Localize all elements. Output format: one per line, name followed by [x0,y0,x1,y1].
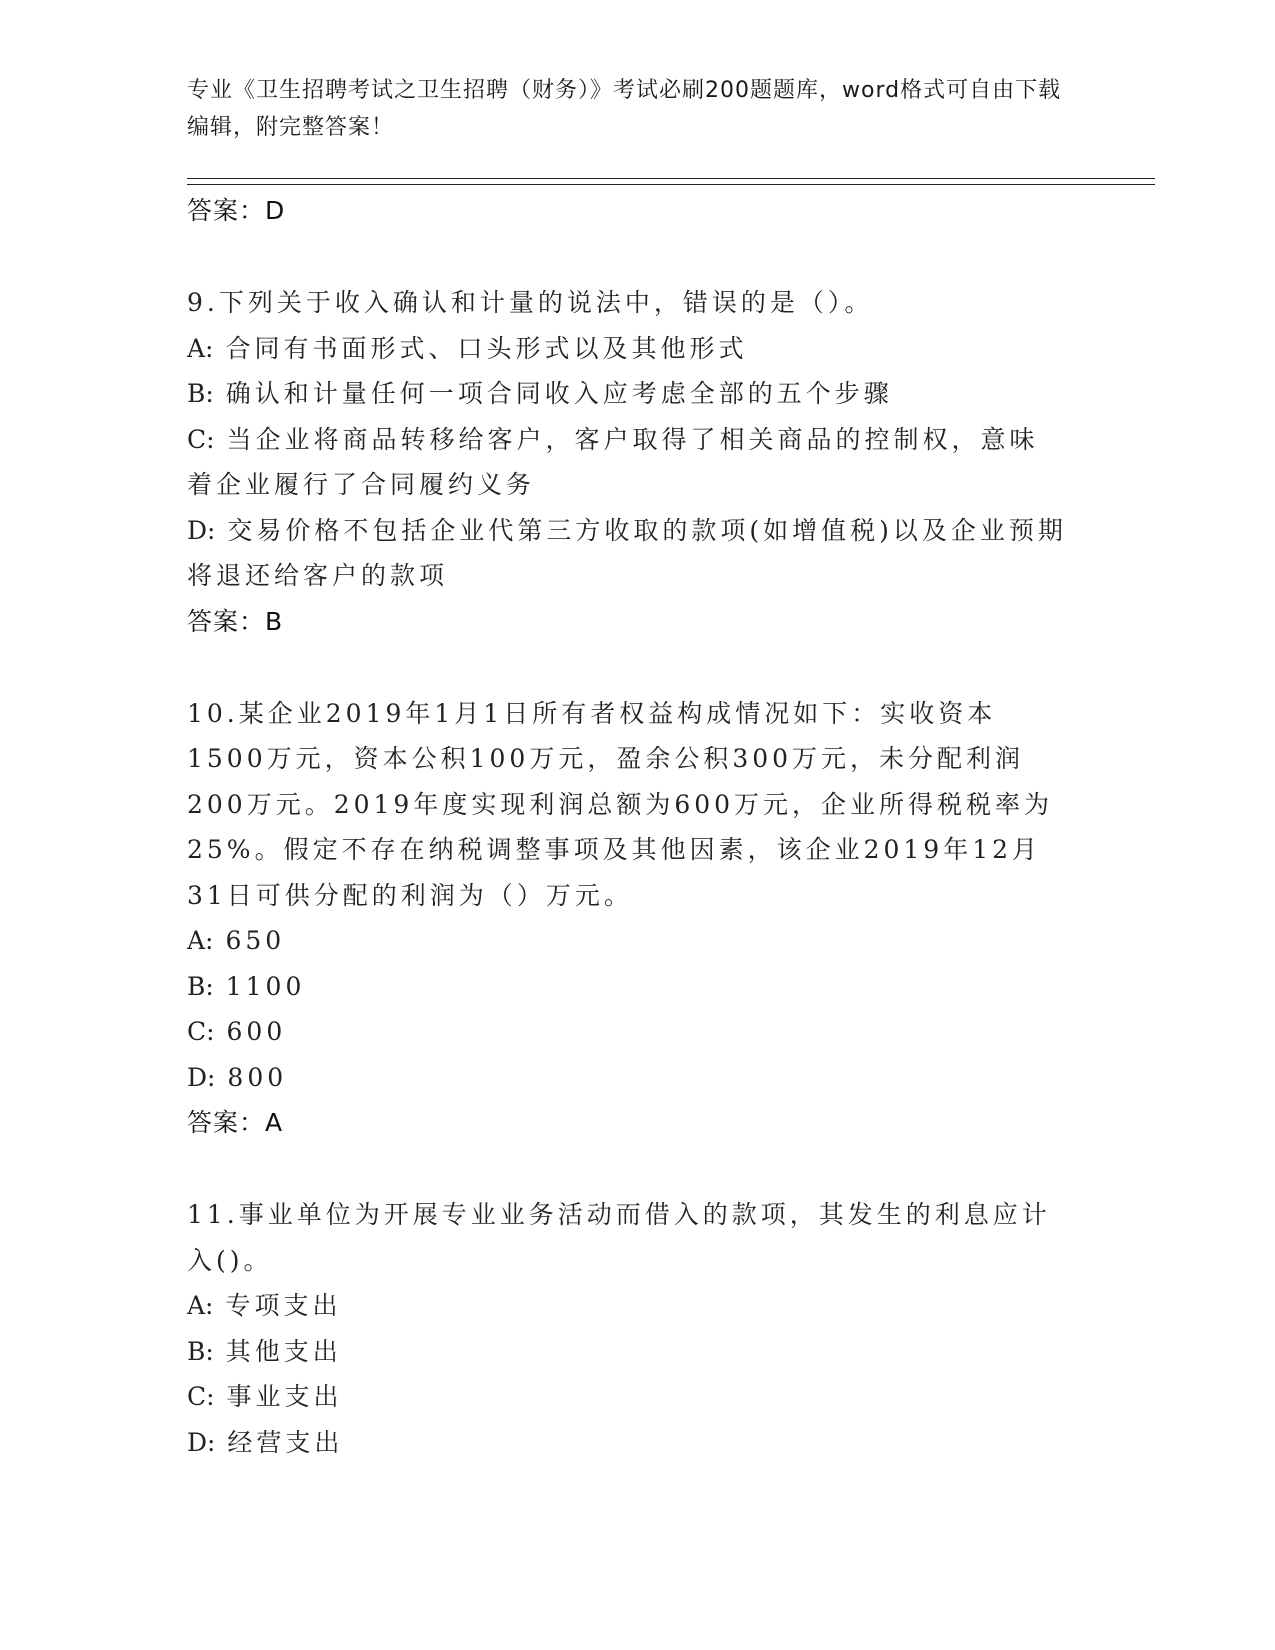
option-c [187,417,1067,508]
document-header: 专业《卫生招聘考试之卫生招聘（财务）》考试必刷200题题库，word格式可自由下载编辑，附完整答案！ [187,78,1062,140]
option-c [187,1009,1067,1055]
spacer [187,645,1067,691]
answer-label: 答案： [187,606,266,636]
option-b [187,1329,1067,1375]
option-letter: D: [187,1062,216,1092]
option-letter: B: [187,971,214,1001]
option-letter: C: [187,1017,215,1046]
answer-value: D [265,196,286,225]
answer-label: 答案： [187,1108,266,1137]
option-letter: A: [187,333,214,363]
answer-line [187,1100,1067,1146]
option-text: 交易价格不包括企业代第三方收取的款项(如增值税)以及企业预期将退还给客户的款项 [187,515,1067,590]
spacer [187,1146,1067,1192]
option-b [187,964,1067,1010]
option-letter: D: [187,515,216,545]
option-letter: B: [187,379,214,408]
option-text: 专项支出 [225,1291,342,1320]
option-b [187,371,1067,417]
question-stem: 9.下列关于收入确认和计量的说法中，错误的是（）。 [187,288,874,317]
option-a [187,1283,1067,1329]
answer-line [187,188,1067,234]
header-rule-bottom [187,184,1155,185]
option-text: 800 [227,1062,288,1092]
spacer [187,234,1067,280]
option-a [187,918,1067,964]
option-letter: C: [187,1382,215,1411]
option-a [187,326,1067,372]
option-letter: A: [187,926,214,955]
option-text: 600 [226,1017,287,1046]
option-c [187,1374,1067,1420]
option-text: 其他支出 [225,1336,342,1366]
option-letter: A: [187,1291,214,1320]
option-text: 合同有书面形式、口头形式以及其他形式 [225,333,748,363]
option-text: 1100 [225,971,306,1001]
option-text: 事业支出 [226,1382,343,1411]
question-block-9 [187,280,1067,645]
option-letter: C: [187,424,215,454]
question-stem: 11.事业单位为开展专业业务活动而借入的款项，其发生的利息应计入()。 [187,1200,1051,1275]
option-text: 经营支出 [227,1427,344,1457]
option-text: 650 [225,926,286,955]
answer-value: B [265,606,284,636]
option-letter: B: [187,1336,214,1366]
option-d [187,508,1067,599]
header-rule-top [187,178,1155,179]
option-d [187,1420,1067,1466]
answer-value: A [265,1108,284,1137]
question-block-10 [187,691,1067,1147]
answer-line [187,599,1067,645]
question-stem: 10.某企业2019年1月1日所有者权益构成情况如下：实收资本1500万元，资本公积100万元，盈余公积300万元，未分配利润200万元。2019年度实现利润总额为600万元，企业所得税税率为25%。假定不存在纳税调整事项及其他因素，该企业2019年12月31日可供分配的利润为（）万元。 [187,698,1054,910]
option-text: 确认和计量任何一项合同收入应考虑全部的五个步骤 [225,379,893,408]
option-d [187,1055,1067,1101]
question-block-11 [187,1192,1067,1465]
answer-label: 答案： [187,196,266,225]
option-letter: D: [187,1427,216,1457]
document-body [187,188,1067,1465]
option-text: 当企业将商品转移给客户，客户取得了相关商品的控制权，意味着企业履行了合同履约义务 [187,424,1039,499]
